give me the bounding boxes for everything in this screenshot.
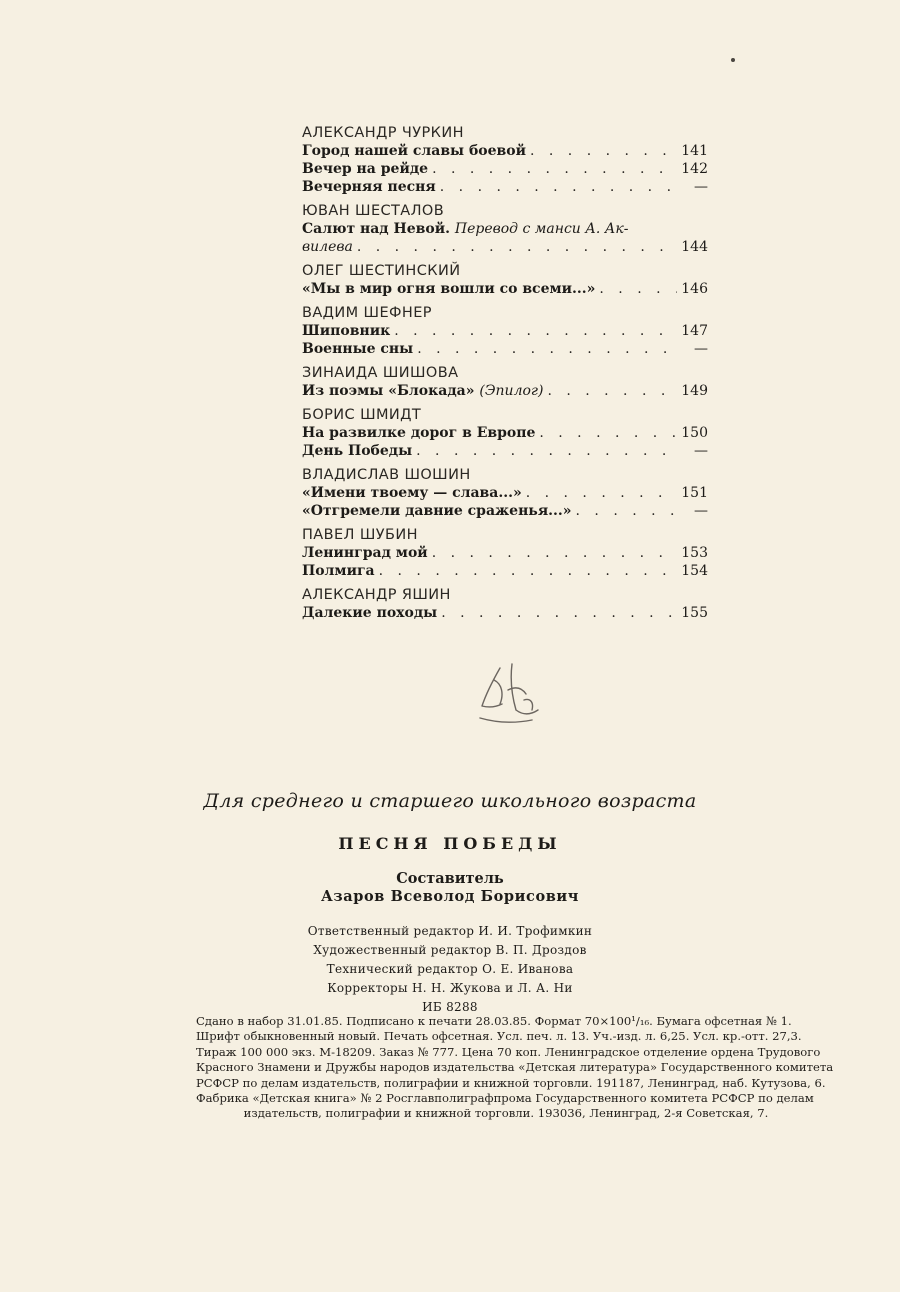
compiler-name: Азаров Всеволод Борисович [321,888,579,905]
toc-entry [302,502,708,520]
toc-entry-title [302,160,428,178]
toc-entry-title [302,544,428,562]
toc-page-number: — [694,503,708,519]
leader-dots [357,238,677,256]
leader-dots [547,382,677,400]
toc-entry-title-text: День Победы [302,443,413,459]
toc-page-number: 147 [681,323,708,339]
leader-dots [440,178,680,196]
toc-entry [302,322,708,340]
imprint-block [196,1014,834,1122]
imprint-line: Фабрика «Детская книга» № 2 Росглавполиграфпрома Государственного комитета РСФСР по делам [196,1090,814,1105]
imprint-line: РСФСР по делам издательств, полиграфии и книжной торговли. 191187, Ленинград, наб. Кутузова, 6. [196,1075,826,1090]
ib-number: ИБ 8288 [422,1000,478,1014]
toc-entry [302,382,708,400]
editorial-staff [0,922,900,1017]
toc-entry-title [302,382,543,400]
imprint-line: Тираж 100 000 экз. М-18209. Заказ № 777. Цена 70 коп. Ленинградское отделение ордена Трудового [196,1044,821,1059]
toc-entry-title [302,340,413,358]
toc-author: АЛЕКСАНДР ЯШИН [302,587,451,603]
leader-dots [416,442,680,460]
toc-entry-title [302,178,436,196]
age-recommendation: Для среднего и старшего школьного возраста [203,790,697,812]
leader-dots [441,604,677,622]
toc-entry-title-text: «Мы в мир огня вошли со всеми...» [302,281,596,297]
toc-entry [302,160,708,178]
staff-line: Корректоры Н. Н. Жукова и Л. А. Ни [327,981,573,995]
toc-entry-title-text: Полмига [302,563,375,579]
toc-entry-title-text: Город нашей славы боевой [302,143,526,159]
toc-entry-note: Перевод с манси А. Ак- [454,221,629,237]
leader-dots [379,562,678,580]
toc-entry [302,442,708,460]
toc-author: ОЛЕГ ШЕСТИНСКИЙ [302,263,461,279]
toc-entry-title-text: Далекие походы [302,605,438,621]
toc-page-number: 142 [681,161,708,177]
toc-entry [302,340,708,358]
toc-entry-title [302,562,375,580]
leader-dots [432,160,677,178]
toc-entry-title [302,142,526,160]
toc-entry-title [302,484,522,502]
toc-page-number: — [694,443,708,459]
toc-entry-note: (Эпилог) [479,383,544,399]
toc-entry [302,280,708,298]
toc-entry [302,424,708,442]
toc-page-number: — [694,179,708,195]
imprint-line: Шрифт обыкновенный новый. Печать офсетная. Усл. печ. л. 13. Уч.-изд. л. 6,25. Усл. кр.-отт. 27,3. [196,1029,802,1044]
compiler-label: Составитель [396,870,504,887]
toc-page-number: 141 [681,143,708,159]
toc-author: АЛЕКСАНДР ЧУРКИН [302,125,464,141]
toc-page-number: — [694,341,708,357]
leader-dots [599,280,677,298]
toc-entry-title [302,280,595,298]
toc-entry [302,484,708,502]
toc-entry-title [302,604,437,622]
toc-entry [302,544,708,562]
toc-page-number: 153 [681,545,708,561]
toc-entry [302,604,708,622]
toc-entry-title [302,220,628,238]
toc-entry-title-text: «Имени твоему — слава...» [302,485,522,501]
toc-page-number: 151 [681,485,708,501]
toc-author: ПАВЕЛ ШУБИН [302,527,418,543]
toc-page-number: 146 [681,281,708,297]
toc-entry-title-text: Салют над Невой. [302,221,450,237]
toc-entry-title-text: Вечерняя песня [302,179,436,195]
leader-dots [576,502,680,520]
toc-author: ЗИНАИДА ШИШОВА [302,365,459,381]
staff-line: Ответственный редактор И. И. Трофимкин [307,924,593,938]
toc-entry-title-text: Ленинград мой [302,545,428,561]
staff-line: Художественный редактор В. П. Дроздов [313,943,587,957]
toc-page-number: 149 [681,383,708,399]
toc-entry-title [302,442,412,460]
staff-line: Технический редактор О. Е. Иванова [326,962,574,976]
imprint-line: Красного Знамени и Дружбы народов издательства «Детская литература» Государственного комитета [196,1060,834,1075]
toc-entry [302,178,708,196]
toc-entry [302,562,708,580]
toc-entry-title-text: Из поэмы «Блокада» [302,383,475,399]
table-of-contents [302,124,708,622]
leader-dots [432,544,678,562]
leader-dots [417,340,680,358]
toc-author: БОРИС ШМИДТ [302,407,422,423]
toc-entry-title-text: Вечер на рейде [302,161,429,177]
toc-entry-continuation [302,238,708,256]
book-title: ПЕСНЯ ПОБЕДЫ [338,834,562,853]
toc-author: ВЛАДИСЛАВ ШОШИН [302,467,471,483]
toc-entry-title-text: Военные сны [302,341,414,357]
leader-dots [526,484,678,502]
toc-page-number: 155 [681,605,708,621]
toc-entry-note-continued: вилева [302,239,353,255]
ink-speck [731,58,735,62]
handwritten-signature [472,660,544,730]
toc-entry-title [302,322,390,340]
toc-entry [302,220,708,238]
toc-entry-title-text: На развилке дорог в Европе [302,425,536,441]
leader-dots [539,424,677,442]
toc-entry-title-text: «Отгремели давние сраженья...» [302,503,572,519]
leader-dots [530,142,677,160]
toc-page-number: 150 [681,425,708,441]
leader-dots [394,322,677,340]
toc-entry [302,142,708,160]
imprint-line: издательств, полиграфии и книжной торговли. 193036, Ленинград, 2-я Советская, 7. [243,1106,769,1121]
imprint-line: Сдано в набор 31.01.85. Подписано к печати 28.03.85. Формат 70×100¹/₁₆. Бумага офсетная № 1. [196,1014,792,1028]
toc-author: ВАДИМ ШЕФНЕР [302,305,432,321]
toc-entry-title [302,502,572,520]
toc-entry-title-text: Шиповник [302,323,391,339]
toc-author: ЮВАН ШЕСТАЛОВ [302,203,445,219]
toc-entry-title [302,424,535,442]
toc-page-number: 154 [681,563,708,579]
toc-page-number: 144 [681,239,708,255]
